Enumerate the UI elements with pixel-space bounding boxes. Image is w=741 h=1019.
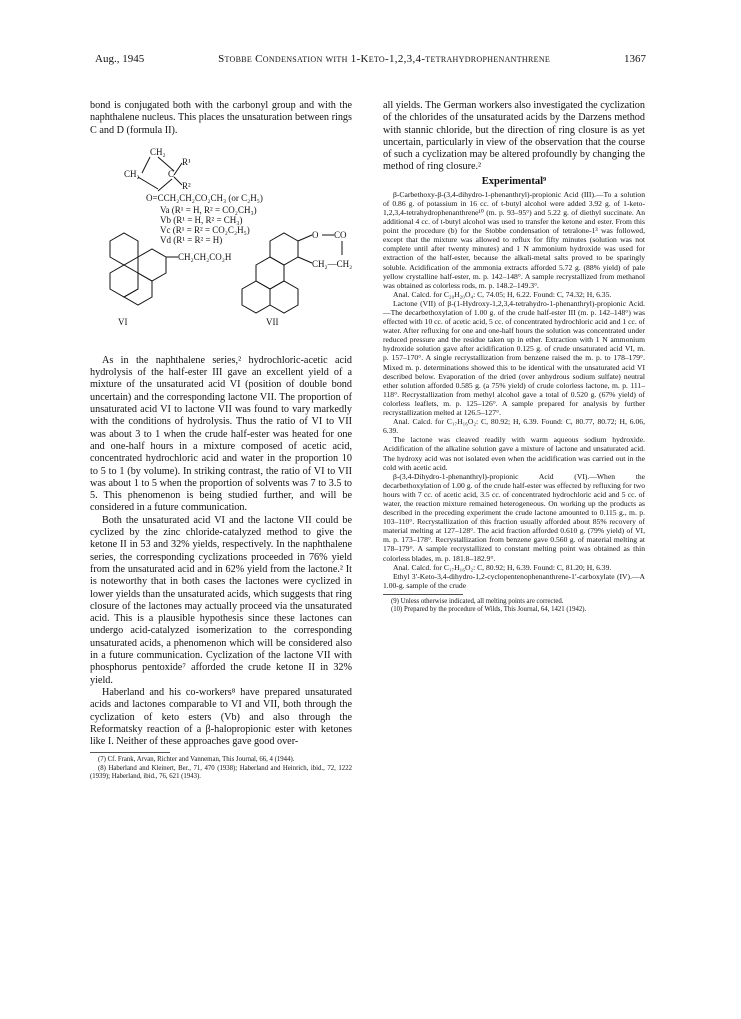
experimental-heading: Experimental⁹ [481,175,547,187]
vb-label: Vb (R¹ = H, R² = CH₃) [160,214,243,225]
chemical-structures [90,143,352,351]
vii-o-label: O [312,229,319,240]
experimental-paragraph-3: Lactone (VII) of β-(1-Hydroxy-1,2,3,4-tetrahydro-1-phenanthryl)-propionic Acid.—The decarbethoxylation of 1.00 g. of the crude half-ester III (m. p. 142–148°) was effected with 10 cc. of acetic acid, 5 cc. of concentrated hydrochloric acid and 1 cc. of water. After refluxing for one and one-half hours the solution was concentrated under reduced pressure and the residue taken up in ether. Extraction with 1 N ammonium hydroxide solution gave after acidification 0.125 g. of crude unsaturated acid VI, m. p. 157–170°. A single recrystallization from benzene raised the m. p. to 178–179°. Mixed m. p. determinations showed this to be identical with the unsaturated acid VI described below. Evaporation of the dried (over anhydrous sodium sulfate) neutral ether solution afforded 0.585 g. (a 75% yield) of crude colorless lactone, m. p. 111–118°. Recrystallization from methyl alcohol gave a total of 0.520 g. (67% yield) of colorless leaflets, m. p. 125–126°. A sample prepared for analysis by further recrystallization melted at 126.5–127°. [383,298,645,418]
left-paragraph-1: As in the naphthalene series,² hydrochloric-acetic acid hydrolysis of the half-ester III gave an excellent yield of a mixture of the unsaturated acid VI (position of double bond uncertain) and the corresponding lactone VII. The proportion of unsaturated acid VI to lactone VII was found to vary markedly with the conditions of hydrolysis. Thus the ratio of VI to VII was about 3 to 1 when the crude half-ester was heated for one and one-half hours in a mixture composed of acetic acid, concentrated hydrochloric acid and water in the proportion 10 to 5 to 1 (by volume). In striking contrast, the ratio of VI to VII was about 1 to 5 when the proportion of solvents was 7 to 3.5 to 5. This phenomenon is being studied further, and will be considered in a future communication. [90,354,352,514]
experimental-paragraph-8: Ethyl 3′-Keto-3,4-dihydro-1,2-cyclopentenophenanthrene-1′-carboxylate (IV).—A 1.00-g. sample of the crude [383,571,645,590]
right-column [383,100,645,615]
c-atom-label: C [168,168,175,179]
vii-ch2-label: CH₂—CH₂ [312,258,352,269]
r1-label: R¹ [182,156,191,167]
left-column [90,100,352,782]
r2-label: R² [182,180,191,191]
vii-co-label: CO [334,229,347,240]
left-paragraph-3: Haberland and his co-workers⁸ have prepared unsaturated acids and lactones comparable to VI and VII, both through the cyclization of keto esters (Vb) and also through the Reformatsky reaction of a β-halopropionic ester with ketones like I. Neither of these approaches gave good over- [90,686,352,748]
page-number: 1367 [624,53,646,65]
right-intro-paragraph: all yields. The German workers also investigated the cyclization of the chlorides of the unsaturated acids by the Darzens method with stannic chloride, but the direction of ring closure is as yet uncertain, particularly in view of the observation that the course of such a cyclization may be altered profoundly by changing the method of ring closure.² [383,100,645,173]
experimental-paragraph-4: Anal. Calcd. for C₁₇H₁₆O₂: C, 80.92; H, 6.39. Found: C, 80.77, 80.72; H, 6.06, 6.39. [383,417,645,436]
va-label: Va (R¹ = H, R² = CO₂CH₃) [160,204,257,215]
vc-label: Vc (R¹ = R² = CO₂C₂H₅) [160,224,250,235]
footnote-10: (10) Prepared by the procedure of Wilds, This Journal, 64, 1421 (1942). [391,606,587,614]
vii-compound-label: VII [266,316,279,327]
footnote-9: (9) Unless otherwise indicated, all melting points are corrected. [391,597,564,605]
experimental-paragraph-1: β-Carbethoxy-β-(3,4-dihydro-1-phenanthryl)-propionic Acid (III).—To a solution of 0.86 g. of potassium in 16 cc. of t-butyl alcohol were added 3.92 g. of 1-keto-1,2,3,4-tetrahydrophenanthrene¹⁰ (m. p. 93–95°) and 5.22 g. of diethyl succinate. An additional 4 cc. of t-butyl alcohol was used to transfer the ketone and ester. From this point the procedure (b) for the Stobbe condensation of tetralone-1³ was followed, except that the mixture was allowed to reflux for fifty minutes (solution was not complete until after twenty minutes) and 1 N ammonium hydroxide was used for extraction of the half-ester, because the alkali-metal salts proved to be sparingly soluble. Acidification of the ammonia extracts afforded 5.72 g. (88% yield) of pale yellow crystalline half-ester, m. p. 142–148°. A sample recrystallized from methanol was obtained as colorless rods, m. p. 148.2–149.3°. [383,189,645,290]
footnote-7: (7) Cf. Frank, Arvan, Richter and Vanneman, This Journal, 66, 4 (1944). [98,756,295,764]
left-paragraph-2: Both the unsaturated acid VI and the lactone VII could be cyclized by the zinc chloride-catalyzed method to give the ketone II in 53 and 32% yields, respectively. In the naphthalene series, the corresponding cyclizations proceeded in 76% yield from the unsaturated acid and in 62% yield from the lactone.² It is noteworthy that in both cases the lactones were cyclized in lower yields than the unsaturated acids, which suggests that ring closure of the lactones may actually proceed via the unsaturated acid. This is a plausible hypothesis since these lactones can undergo acid-catalyzed isomerization to the corresponding unsaturated acids, a phenomenon which will be considered also in a future communication. Cyclization of the lactone VII with phosphorus pentoxide⁷ afforded the crude ketone II in 32% yield. [90,514,352,686]
footnote-8: (8) Haberland and Kleinert, Ber., 71, 470 (1938); Haberland and Heinrich, ibid., 72, 1222 (1939); Haberland, ibid., 76, 621 (1943). [90,764,352,781]
main-chain-label: O=CCH₂CH₂CO₂CH₃ (or C₂H₅) [146,192,263,203]
vi-compound-label: VI [118,316,128,327]
structure-diagram [90,143,352,351]
experimental-paragraph-5: The lactone was cleaved readily with warm aqueous sodium hydroxide. Acidification of the alkaline solution gave a mixture of lactone and unsaturated acid. The hydroxy acid was not isolated even when the acidification was carried out in the cold with acetic acid. [383,435,645,472]
experimental-paragraph-2: Anal. Calcd. for C₂₀H₂₀O₄: C, 74.05; H, 6.22. Found: C, 74.32; H, 6.35. [393,289,612,299]
issue-date: Aug., 1945 [95,53,145,65]
ch2-top-label: CH₂ [150,146,166,157]
running-header [95,52,646,66]
ch2-left-label: CH₂ [124,168,140,179]
footnote-rule-right [383,594,463,595]
left-intro-paragraph: bond is conjugated both with the carbonyl group and with the naphthalene nucleus. This places the unsaturation between rings C and D (formula II). [90,100,352,136]
running-title: Stobbe Condensation with 1-Keto-1,2,3,4-tetrahydrophenanthrene [218,53,551,65]
experimental-paragraph-6: β-(3,4-Dihydro-1-phenanthryl)-propionic Acid (VI).—When the decarbethoxylation of 1.00 g. of the crude half-ester was effected by refluxing for two hours with 7 cc. of acetic acid, 3.5 cc. of concentrated hydrochloric acid and 5 cc. of water, the reaction mixture remained heterogeneous. On working up the products as described in the preceding experiment the crude lactone amounted to 0.115 g., m. p. 103–110°. Recrystallization of this fraction usually afforded about 85% recovery of material melting at 127–128°. The acid fraction afforded 0.610 g. (79% yield) of VI, m. p. 173–178°. Recrystallization from benzene gave 0.560 g. of material melting at 178–179°. A sample recrystallized to constant melting point was obtained as thin colorless blades, m. p. 181.8–182.9°. [383,471,645,563]
vi-chain-label: CH₂CH₂CO₂H [178,251,232,262]
vd-label: Vd (R¹ = R² = H) [160,234,223,245]
experimental-paragraph-7: Anal. Calcd. for C₁₇H₁₆O₂: C, 80.92; H, 6.39. Found: C, 81.20; H, 6.39. [393,562,612,572]
footnote-rule [90,752,170,753]
